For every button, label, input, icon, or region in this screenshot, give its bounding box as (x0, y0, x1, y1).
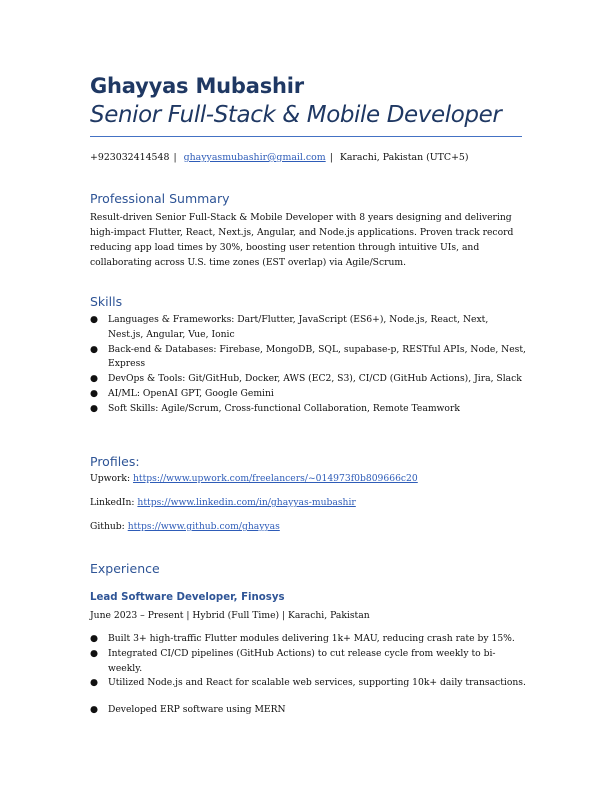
contact-separator: | (173, 152, 177, 163)
contact-line (90, 152, 469, 163)
header-divider (90, 136, 522, 137)
list-item: ● Languages & Frameworks: Dart/Flutter, JavaScript (ES6+), Node.js, React, Next, Nest.js, Angular, Vue, Ionic (90, 314, 489, 340)
upwork-label: Upwork: (90, 473, 131, 484)
skills-list (90, 313, 526, 417)
linkedin-link[interactable]: https://www.linkedin.com/in/ghayyas-mubashir (137, 497, 356, 508)
candidate-role: Senior Full-Stack & Mobile Developer (90, 102, 502, 128)
linkedin-profile (90, 497, 356, 508)
bullet-icon: ● (90, 373, 99, 385)
candidate-name: Ghayyas Mubashir (90, 74, 304, 98)
job-meta: June 2023 – Present | Hybrid (Full Time) | Karachi, Pakistan (90, 610, 370, 621)
summary-text: Result-driven Senior Full-Stack & Mobile Developer with 8 years designing and delivering high-impact Flutter, React, Next.js, Angular, and Node.js applications. Proven track record reducing app load times by 30%, boosting user retention through intuitive UIs, and collaborating across U.S. time zones (EST overlap) via Agile/Scrum. (90, 212, 514, 268)
linkedin-label: LinkedIn: (90, 497, 135, 508)
profiles-heading: Profiles: (90, 454, 140, 469)
experience-list-extra (90, 703, 526, 718)
bullet-icon: ● (90, 314, 99, 325)
summary-heading: Professional Summary (90, 191, 230, 206)
list-item: ● AI/ML: OpenAI GPT, Google Gemini (90, 387, 526, 402)
experience-list (90, 632, 526, 691)
bullet-icon: ● (90, 387, 99, 399)
upwork-link[interactable]: https://www.upwork.com/freelancers/~014973f0b809666c20 (133, 473, 418, 484)
list-item: ● Built 3+ high-traffic Flutter modules delivering 1k+ MAU, reducing crash rate by 15%. (90, 632, 526, 647)
list-item: ● Developed ERP software using MERN (90, 703, 526, 718)
list-item: ● Soft Skills: Agile/Scrum, Cross-functional Collaboration, Remote Teamwork (90, 402, 526, 417)
list-item: ● Integrated CI/CD pipelines (GitHub Actions) to cut release cycle from weekly to bi-weekly. (90, 647, 496, 674)
location: Karachi, Pakistan (UTC+5) (339, 152, 469, 163)
github-label: Github: (90, 521, 125, 532)
job-title: Lead Software Developer, Finosys (90, 592, 285, 603)
bullet-icon: ● (90, 343, 99, 355)
bullet-icon: ● (90, 633, 99, 644)
list-item: ● Utilized Node.js and React for scalable web services, supporting 10k+ daily transactions. (90, 676, 526, 691)
contact-separator: | (329, 152, 333, 163)
phone-number: +923032414548 (90, 152, 170, 163)
bullet-icon: ● (90, 647, 99, 659)
github-profile (90, 521, 280, 532)
experience-heading: Experience (90, 561, 160, 576)
email-link[interactable]: ghayyasmubashir@gmail.com (183, 152, 326, 163)
list-item: ● Back-end & Databases: Firebase, MongoDB, SQL, supabase-p, RESTful APIs, Node, Nest, Express (90, 343, 526, 370)
bullet-icon: ● (90, 402, 99, 414)
list-item: ● DevOps & Tools: Git/GitHub, Docker, AWS (EC2, S3), CI/CD (GitHub Actions), Jira, Slack (90, 372, 526, 387)
github-link[interactable]: https://www.github.com/ghayyas (127, 521, 280, 532)
upwork-profile (90, 473, 418, 484)
bullet-icon: ● (90, 677, 99, 689)
skills-heading: Skills (90, 294, 123, 309)
bullet-icon: ● (90, 704, 99, 715)
